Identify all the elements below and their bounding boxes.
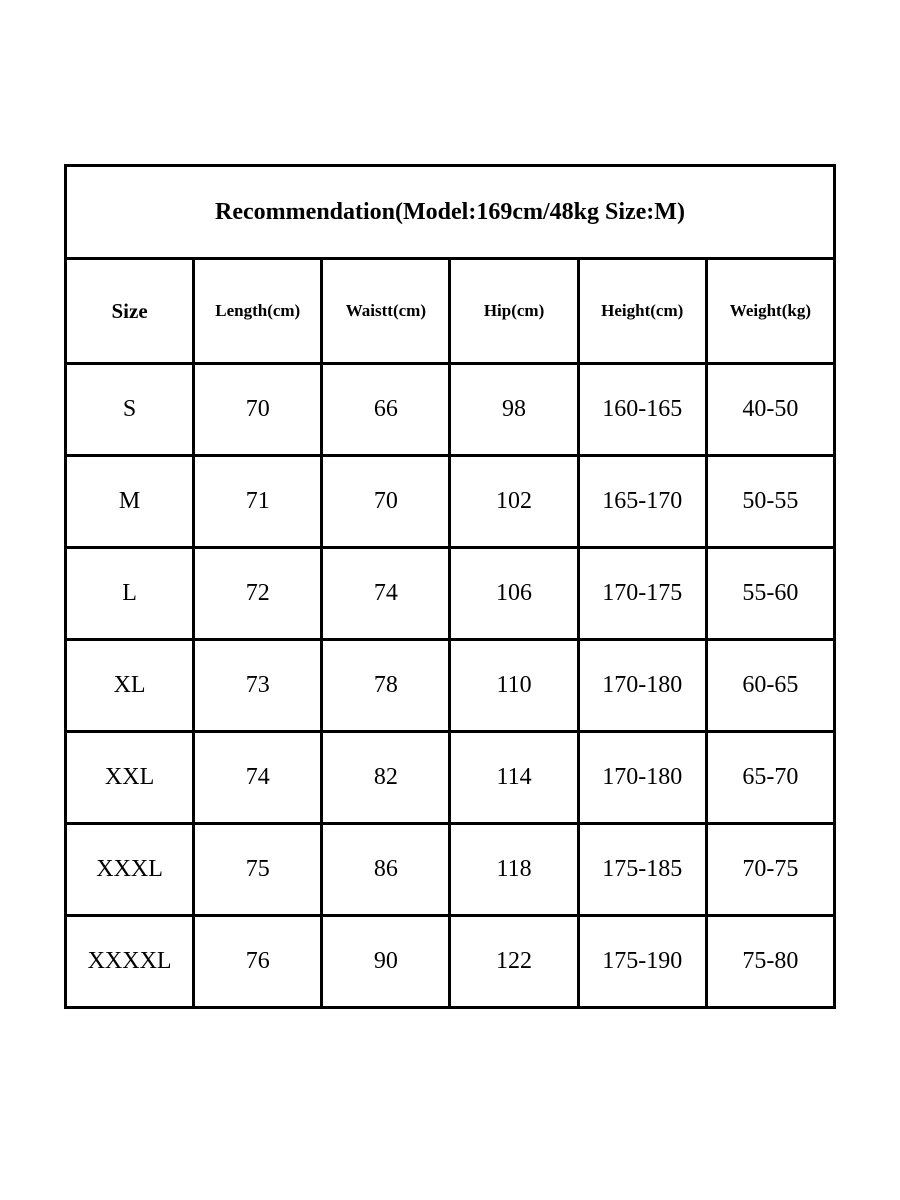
hip-cell: 114	[450, 732, 578, 824]
table-row	[66, 548, 835, 640]
header-row	[66, 259, 835, 364]
hip-cell: 102	[450, 456, 578, 548]
column-header-size: Size	[66, 259, 194, 364]
weight-cell: 70-75	[706, 824, 834, 916]
height-cell: 170-180	[578, 640, 706, 732]
waist-cell: 90	[322, 916, 450, 1008]
hip-cell: 106	[450, 548, 578, 640]
weight-cell: 50-55	[706, 456, 834, 548]
hip-cell: 110	[450, 640, 578, 732]
weight-cell: 55-60	[706, 548, 834, 640]
column-header-height: Height(cm)	[578, 259, 706, 364]
table-row	[66, 916, 835, 1008]
weight-cell: 40-50	[706, 364, 834, 456]
length-cell: 70	[194, 364, 322, 456]
hip-cell: 98	[450, 364, 578, 456]
waist-cell: 86	[322, 824, 450, 916]
table-row	[66, 732, 835, 824]
hip-cell: 122	[450, 916, 578, 1008]
weight-cell: 60-65	[706, 640, 834, 732]
size-cell: M	[66, 456, 194, 548]
length-cell: 74	[194, 732, 322, 824]
height-cell: 170-175	[578, 548, 706, 640]
table-row	[66, 456, 835, 548]
table-row	[66, 640, 835, 732]
table-row	[66, 824, 835, 916]
column-header-weight: Weight(kg)	[706, 259, 834, 364]
height-cell: 175-190	[578, 916, 706, 1008]
size-cell: S	[66, 364, 194, 456]
length-cell: 71	[194, 456, 322, 548]
waist-cell: 70	[322, 456, 450, 548]
size-cell: XL	[66, 640, 194, 732]
length-cell: 75	[194, 824, 322, 916]
table-title: Recommendation(Model:169cm/48kg Size:M)	[66, 166, 835, 259]
height-cell: 170-180	[578, 732, 706, 824]
length-cell: 76	[194, 916, 322, 1008]
hip-cell: 118	[450, 824, 578, 916]
height-cell: 160-165	[578, 364, 706, 456]
table-row	[66, 364, 835, 456]
length-cell: 73	[194, 640, 322, 732]
size-cell: L	[66, 548, 194, 640]
size-chart-table	[64, 164, 836, 1009]
waist-cell: 82	[322, 732, 450, 824]
length-cell: 72	[194, 548, 322, 640]
waist-cell: 74	[322, 548, 450, 640]
waist-cell: 66	[322, 364, 450, 456]
waist-cell: 78	[322, 640, 450, 732]
weight-cell: 75-80	[706, 916, 834, 1008]
column-header-length: Length(cm)	[194, 259, 322, 364]
size-cell: XXL	[66, 732, 194, 824]
height-cell: 165-170	[578, 456, 706, 548]
column-header-hip: Hip(cm)	[450, 259, 578, 364]
height-cell: 175-185	[578, 824, 706, 916]
weight-cell: 65-70	[706, 732, 834, 824]
size-cell: XXXL	[66, 824, 194, 916]
size-cell: XXXXL	[66, 916, 194, 1008]
column-header-waist: Waistt(cm)	[322, 259, 450, 364]
title-row	[66, 166, 835, 259]
